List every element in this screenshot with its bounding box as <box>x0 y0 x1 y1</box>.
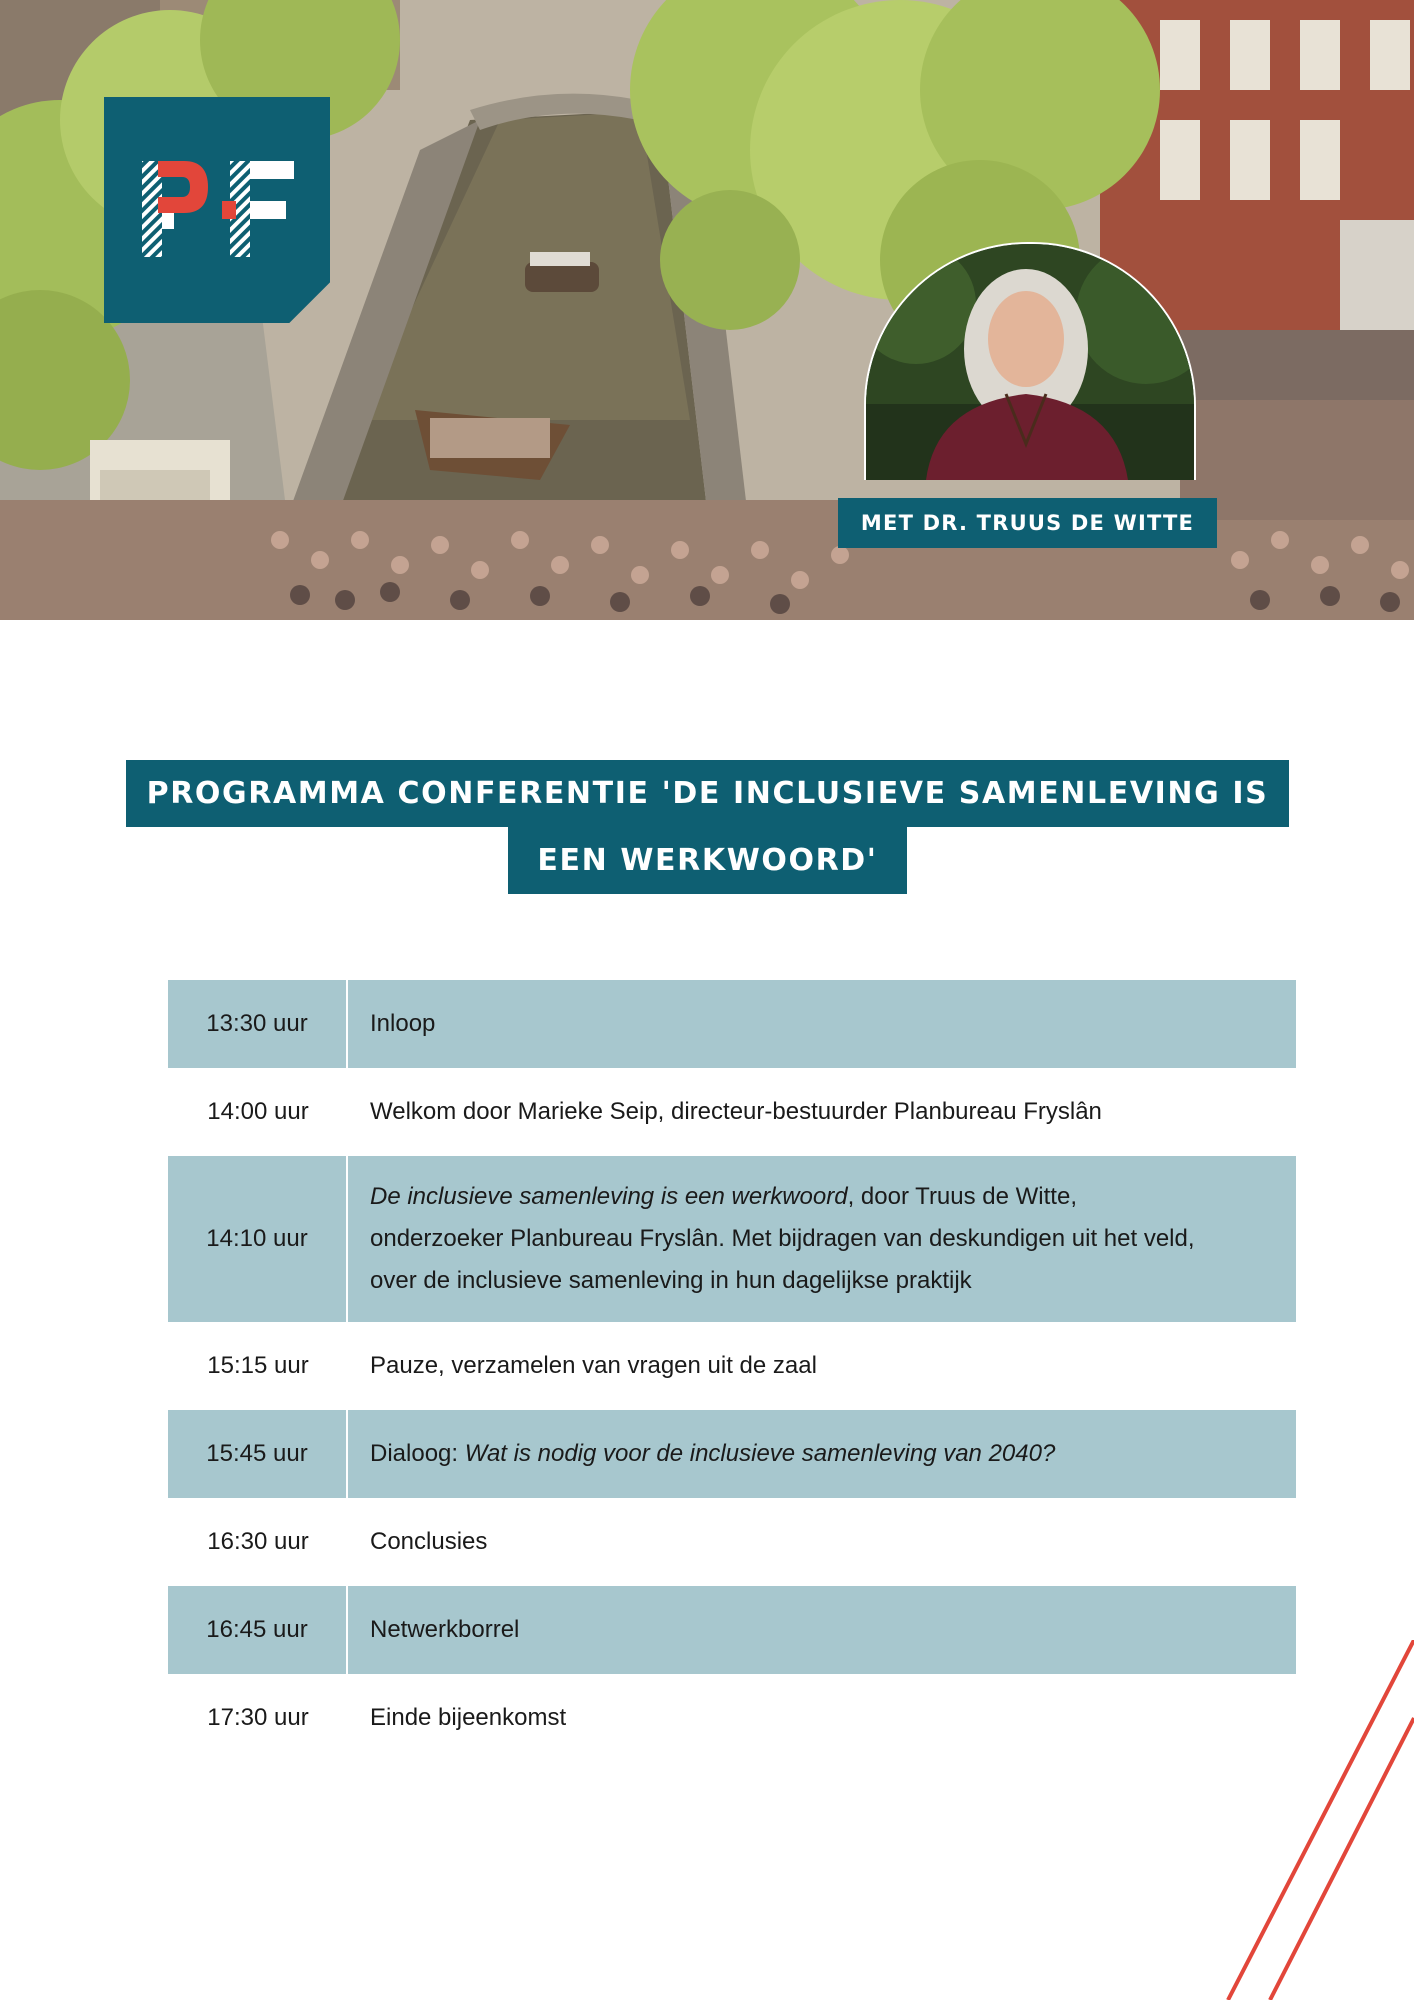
schedule-time: 13:30 uur <box>168 980 348 1068</box>
schedule-time: 17:30 uur <box>207 1704 309 1731</box>
dialog-question: Wat is nodig voor de inclusieve samenleving van 2040? <box>464 1440 1056 1467</box>
schedule-row <box>168 1068 1296 1156</box>
page-title-line-1: PROGRAMMA CONFERENTIE 'DE INCLUSIEVE SAMENLEVING IS <box>126 760 1289 827</box>
pf-logo-icon <box>138 161 298 257</box>
schedule-description <box>348 1410 1296 1498</box>
talk-speaker: , door Truus de Witte, <box>847 1183 1077 1210</box>
schedule-row <box>168 1156 1296 1322</box>
schedule-description: Inloop <box>370 1010 436 1037</box>
page-title-line-2: EEN WERKWOORD' <box>508 827 907 894</box>
schedule-description: Pauze, verzamelen van vragen uit de zaal <box>370 1352 817 1379</box>
schedule-time: 14:10 uur <box>168 1156 348 1322</box>
hero-photo <box>0 0 1414 620</box>
schedule-time: 15:15 uur <box>207 1352 309 1379</box>
schedule-row <box>168 1410 1296 1498</box>
talk-title: De inclusieve samenleving is een werkwoord <box>370 1183 848 1210</box>
dialog-prefix: Dialoog: <box>370 1440 465 1467</box>
schedule-row <box>168 1498 1296 1586</box>
schedule-description: Netwerkborrel <box>370 1616 520 1643</box>
schedule-description <box>348 1156 1296 1322</box>
schedule-row <box>168 1674 1296 1762</box>
schedule-description: Welkom door Marieke Seip, directeur-bestuurder Planbureau Fryslân <box>370 1098 1102 1125</box>
schedule-time: 15:45 uur <box>168 1410 348 1498</box>
decorative-red-lines <box>1200 1640 1414 2000</box>
schedule-time: 16:30 uur <box>207 1528 309 1555</box>
schedule-row <box>168 1322 1296 1410</box>
schedule-table <box>168 980 1296 1762</box>
schedule-row <box>168 1586 1296 1674</box>
talk-description-line: over de inclusieve samenleving in hun dagelijkse praktijk <box>370 1267 972 1294</box>
schedule-time: 16:45 uur <box>168 1586 348 1674</box>
schedule-description: Conclusies <box>370 1528 488 1555</box>
pf-logo <box>104 97 330 323</box>
schedule-time: 14:00 uur <box>207 1098 309 1125</box>
talk-description-line: onderzoeker Planbureau Fryslân. Met bijdragen van deskundigen uit het veld, <box>370 1225 1195 1252</box>
schedule-row <box>168 980 1296 1068</box>
schedule-description: Einde bijeenkomst <box>370 1704 567 1731</box>
speaker-tag: MET DR. TRUUS DE WITTE <box>838 498 1217 548</box>
